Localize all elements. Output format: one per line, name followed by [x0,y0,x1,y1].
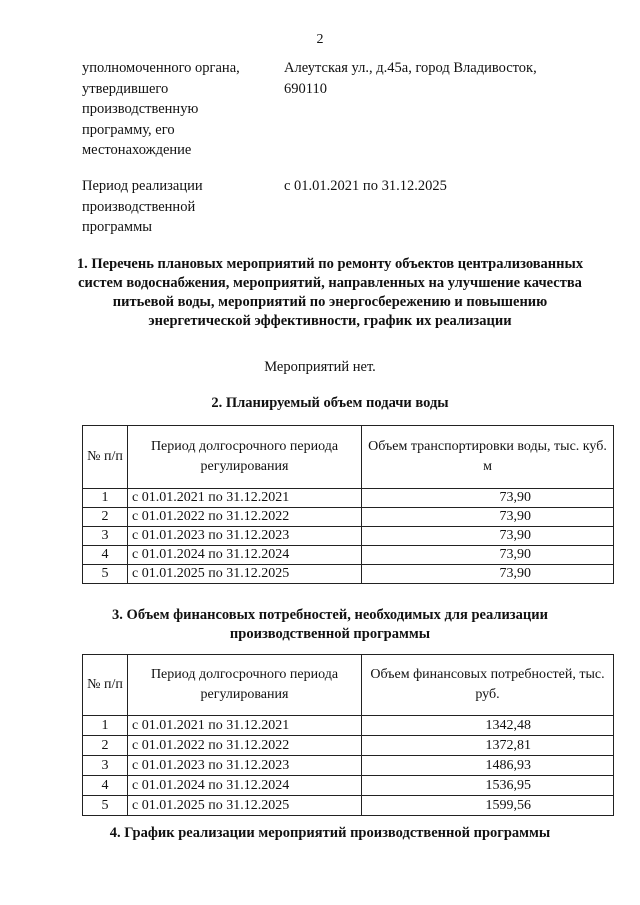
table-row [83,508,614,527]
row-period: с 01.01.2024 по 31.12.2024 [128,776,362,796]
row-period: с 01.01.2022 по 31.12.2022 [128,736,362,756]
row-value: 1372,81 [362,736,614,756]
row-period: с 01.01.2021 по 31.12.2021 [128,489,362,508]
row-value: 1599,56 [362,796,614,816]
row-number: 5 [83,565,128,584]
row-number: 1 [83,489,128,508]
row-number: 5 [83,796,128,816]
row-number: 2 [83,736,128,756]
info-value: с 01.01.2021 по 31.12.2025 [284,178,447,194]
column-header-period: Период долгосрочного периода регулирования [128,426,362,489]
column-header-number: № п/п [83,426,128,489]
row-value: 73,90 [362,546,614,565]
table-row [83,489,614,508]
row-period: с 01.01.2023 по 31.12.2023 [128,756,362,776]
table-row [83,736,614,756]
column-header-volume: Объем транспортировки воды, тыс. куб. м [362,426,614,489]
section-4-title: 4. График реализации мероприятий производственной программы [109,825,551,841]
table-row [83,796,614,816]
column-header-period: Период долгосрочного периода регулирования [128,655,362,716]
row-period: с 01.01.2023 по 31.12.2023 [128,527,362,546]
row-period: с 01.01.2022 по 31.12.2022 [128,508,362,527]
row-value: 73,90 [362,565,614,584]
table-row [83,716,614,736]
table-row [83,776,614,796]
section-1-text: Мероприятий нет. [264,359,376,375]
row-value: 73,90 [362,489,614,508]
row-number: 1 [83,716,128,736]
table-row [83,565,614,584]
row-value: 73,90 [362,527,614,546]
row-period: с 01.01.2024 по 31.12.2024 [128,546,362,565]
table-row [83,527,614,546]
row-number: 3 [83,756,128,776]
row-value: 1536,95 [362,776,614,796]
financial-needs-table [82,654,614,816]
row-number: 4 [83,546,128,565]
column-header-number: № п/п [83,655,128,716]
section-2-title: 2. Планируемый объем подачи воды [211,395,449,411]
row-period: с 01.01.2021 по 31.12.2021 [128,716,362,736]
row-value: 1486,93 [362,756,614,776]
row-value: 73,90 [362,508,614,527]
row-period: с 01.01.2025 по 31.12.2025 [128,565,362,584]
row-number: 3 [83,527,128,546]
table-row [83,546,614,565]
column-header-amount: Объем финансовых потребностей, тыс. руб. [362,655,614,716]
row-number: 4 [83,776,128,796]
table-row [83,756,614,776]
table-header-row [83,655,614,716]
page-number: 2 [316,32,324,47]
row-period: с 01.01.2025 по 31.12.2025 [128,796,362,816]
table-header-row [83,426,614,489]
info-label: уполномоченного органа, утвердившего производственную программу, его местонахождение [82,60,240,159]
row-value: 1342,48 [362,716,614,736]
row-number: 2 [83,508,128,527]
section-3-title: 3. Объем финансовых потребностей, необходимых для реализации производственной программы [112,607,548,643]
section-1-title: 1. Перечень плановых мероприятий по ремонту объектов централизованных систем водоснабжения, мероприятий, направленных на улучшение качества питьевой воды, мероприятий по энергосбережению и повышению энергетической эффективности, график их реализации [76,256,584,330]
info-label: Период реализации производственной программы [82,178,203,236]
water-supply-table [82,425,614,584]
info-value: Алеутская ул., д.45а, город Владивосток, 690110 [284,60,537,97]
